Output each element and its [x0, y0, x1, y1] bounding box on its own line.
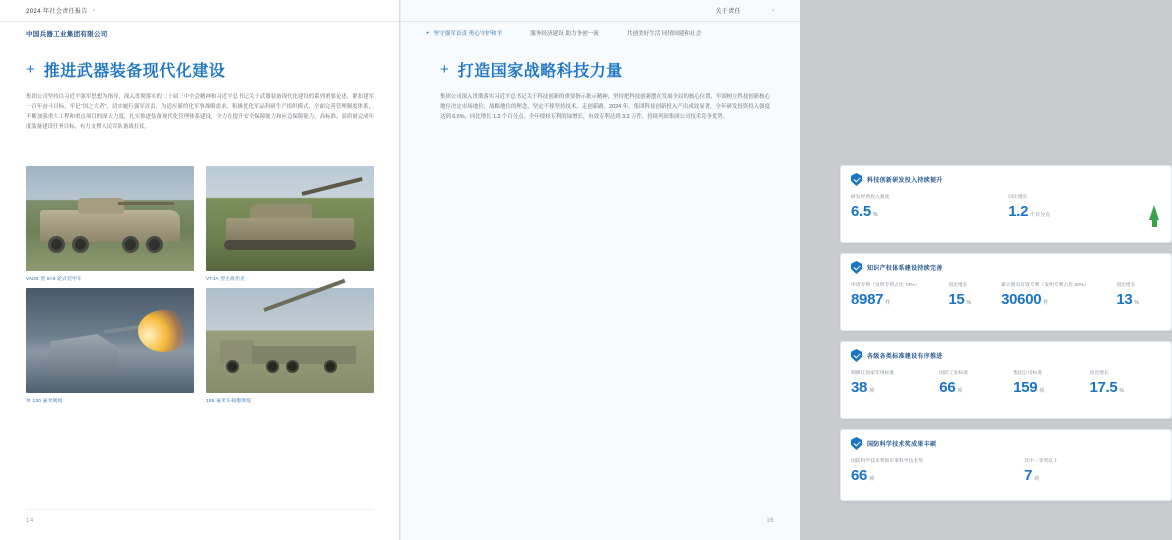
metric-label: 国防科学技术奖和军事科学技术奖 — [851, 459, 923, 464]
metric-card-awards — [840, 429, 1172, 501]
card-title-2: 知识产权体系建设持续完善 — [867, 266, 943, 272]
metric-card-standards — [840, 341, 1172, 419]
metric-value: 159 — [1013, 379, 1038, 396]
right-page — [400, 0, 1139, 540]
metric-unit: % — [1134, 300, 1139, 306]
plus-icon: + — [26, 61, 35, 78]
shield-check-icon — [851, 261, 862, 274]
metric-label: 国防工业标准 — [939, 371, 969, 376]
photo-cell-1 — [26, 166, 194, 282]
left-topbar — [0, 0, 400, 22]
metric-label: 同比增长 — [948, 283, 968, 288]
metric-3-0 — [851, 457, 1016, 483]
metric-unit: % — [872, 212, 878, 218]
metric-1-0 — [851, 281, 940, 307]
left-footer-divider — [26, 509, 374, 510]
left-breadcrumb: 2024 年社会责任报告 — [26, 9, 88, 15]
metric-value: 66 — [851, 467, 868, 484]
shield-check-icon — [851, 173, 862, 186]
metric-card-rd — [840, 165, 1172, 243]
left-page — [0, 0, 400, 540]
nav-label-0: 坚守强军首责 勇心守护和平 — [433, 31, 503, 37]
card-metrics-1 — [841, 191, 1171, 230]
photo-main-battle-tank — [206, 166, 374, 271]
card-metrics-4 — [841, 455, 1171, 494]
photo-truck-howitzer — [206, 288, 374, 393]
metric-label: 研发经费投入强度 — [851, 195, 890, 200]
left-page-number: 14 — [26, 518, 34, 524]
photo-cell-2 — [206, 166, 374, 282]
company-name: 中国兵器工业集团有限公司 — [26, 30, 108, 38]
plus-icon-right: + — [440, 61, 449, 78]
left-body-paragraph: 集团公司坚持以习近平强军思想为指导，深入贯彻落实的二十届三中全会精神和习近平总书记关于武器装备现代化建设的系列重要论述，紧扣建军一百年奋斗目标，牢记"国之大者"，切实履行强军首责，为适应新的化军事战略需求、积极优化军品科研生产组织模式，全面完善管理制度体系，不断加强重大工程和重点项目的深天力度，扎实推进装备现代化管理体系建设，全力在提升安全保障能力和应急保障能力，高标准、高质量完成年度装备建设任务目标，有力支撑人民军队备战打仗。 — [26, 94, 374, 130]
nav-item-0[interactable] — [426, 29, 502, 37]
card-title-1: 科技创新研发投入持续提升 — [867, 178, 943, 184]
card-header-4 — [841, 430, 1171, 455]
metric-2-2 — [1013, 369, 1081, 395]
photo-grid — [26, 166, 374, 410]
right-breadcrumb: 关于责任 — [715, 9, 741, 15]
card-header-3 — [841, 342, 1171, 367]
metric-2-3 — [1089, 369, 1161, 395]
photo-naval-gun — [26, 288, 194, 393]
right-page-number: 16 — [766, 518, 774, 524]
metric-label: 集团公司标准 — [1013, 371, 1042, 376]
plus-icon-nav: + — [426, 31, 430, 37]
metric-unit: 件 — [885, 300, 891, 306]
shield-check-icon — [851, 349, 862, 362]
photo-caption-4: 155 毫米车载榴弹炮 — [206, 399, 252, 404]
metric-label: 同比增长 — [1116, 283, 1136, 288]
metric-unit: % — [1119, 388, 1124, 394]
metric-unit: 项 — [957, 388, 963, 394]
photo-cell-3 — [26, 288, 194, 404]
photo-caption-2: VT4A 型主战坦克 — [206, 277, 246, 282]
nav-label-2: 共创美好生活 同情国建和社会 — [626, 31, 702, 37]
metric-value: 7 — [1024, 467, 1033, 484]
metric-unit: 件 — [1043, 300, 1049, 306]
metric-value: 1.2 — [1008, 203, 1029, 220]
right-heading — [440, 58, 623, 81]
metric-0-1 — [1008, 193, 1161, 219]
photo-cell-4 — [206, 288, 374, 404]
photo-caption-1: VN25 型 8×8 轮式装甲车 — [26, 277, 83, 282]
metric-0-0 — [851, 193, 1000, 219]
card-title-4: 国防科学技术奖成果丰硕 — [867, 442, 937, 448]
metric-value: 8987 — [851, 291, 884, 308]
right-page-title: 打造国家战略科技力量 — [457, 63, 623, 80]
card-metrics-2 — [841, 279, 1171, 318]
left-heading — [26, 58, 225, 81]
nav-item-2[interactable] — [627, 29, 701, 37]
metric-value: 13 — [1116, 291, 1133, 308]
metric-value: 38 — [851, 379, 868, 396]
page-title: 推进武器装备现代化建设 — [43, 63, 226, 80]
card-header-1 — [841, 166, 1171, 191]
metric-unit: 项 — [869, 388, 875, 394]
metric-2-1 — [939, 369, 1005, 395]
metric-1-3 — [1116, 281, 1161, 307]
metric-value: 6.5 — [851, 203, 871, 220]
metric-label: 制修订国家军用标准 — [851, 371, 895, 376]
metric-1-2 — [1001, 281, 1108, 307]
metric-unit: 项 — [1039, 388, 1045, 394]
metric-3-1 — [1024, 457, 1161, 483]
shield-check-icon — [851, 437, 862, 450]
metric-value: 30600 — [1001, 291, 1042, 308]
photo-caption-3: 单 130 毫米舰炮 — [26, 399, 63, 404]
photo-row-2 — [26, 288, 374, 404]
metric-label: 累计拥有有效专利（发明专利占比 60%） — [1001, 283, 1089, 288]
metric-value: 66 — [939, 379, 956, 396]
right-body-paragraph: 集团公司深入贯彻落实习近平总书记关于科技创新的重要指示批示精神，坚持把科技创新摆在发展全局的核心位置，牢固树立科技创新核心地位决定市场地位、战略地位的理念，坚定不移坚持技术、走创新路。2024 年，集团科技创新投入产出成效显著，全年研发投资投入强度达到 6.5%，同比增长 1.2 个百分点。全年授权专利的绿增长，有效专利达到 3.3 万件，持续巩固集团公司技术竞争优势。 — [440, 94, 770, 120]
metric-card-ip — [840, 253, 1172, 331]
metric-unit: % — [966, 300, 971, 306]
nav-label-1: 服务经济建设 助力争创一流 — [530, 31, 599, 37]
metric-2-0 — [851, 369, 931, 395]
metric-value: 15 — [948, 291, 965, 308]
photo-row-1 — [26, 166, 374, 282]
metric-unit: 项 — [1034, 476, 1040, 482]
metric-label: 其中一等奖以上 — [1024, 459, 1058, 464]
card-header-2 — [841, 254, 1171, 279]
metric-label: 同比增长 — [1008, 195, 1028, 200]
chevron-right-icon: › — [92, 7, 95, 14]
metric-value: 17.5 — [1089, 379, 1118, 396]
card-metrics-3 — [841, 367, 1171, 406]
left-subbar — [0, 22, 400, 44]
page-gutter — [399, 0, 401, 540]
metric-label: 同比增长 — [1089, 371, 1109, 376]
chevron-right-icon-right: › — [772, 7, 774, 14]
metric-unit: 个百分点 — [1030, 212, 1051, 218]
card-title-3: 各级各类标准建设有序推进 — [867, 354, 943, 360]
metric-label: 申请专利（发明专利占比 74%） — [851, 283, 920, 288]
photo-armored-vehicle — [26, 166, 194, 271]
right-topbar — [400, 0, 800, 22]
metric-unit: 项 — [869, 476, 875, 482]
metric-1-1 — [948, 281, 993, 307]
nav-item-1[interactable] — [530, 29, 599, 37]
section-nav — [400, 22, 800, 44]
growth-arrow-icon — [1149, 205, 1159, 220]
